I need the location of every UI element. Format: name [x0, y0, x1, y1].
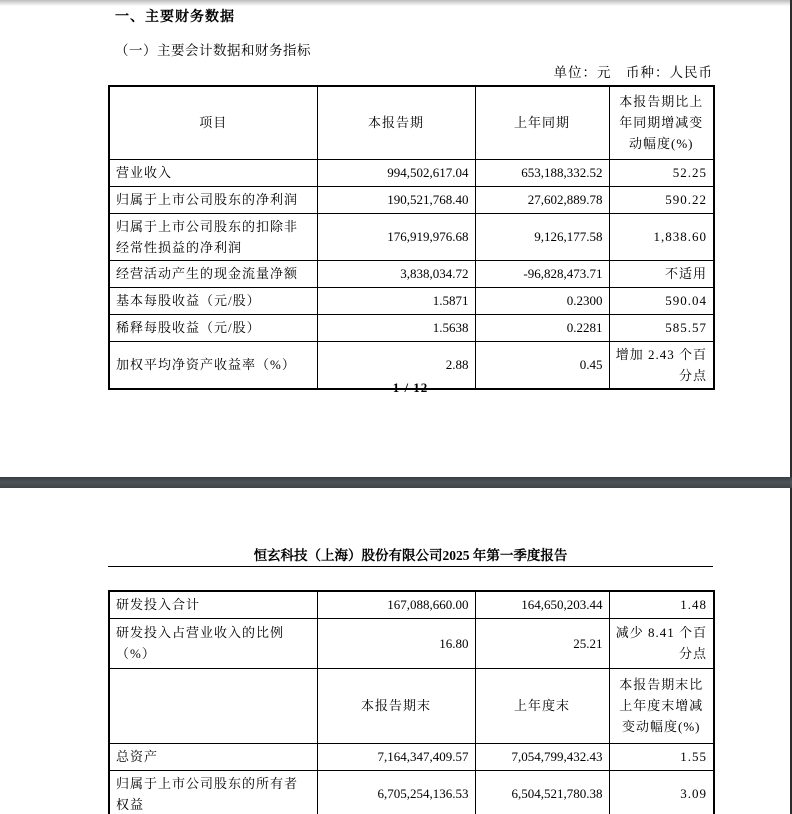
- table-row: [109, 743, 714, 770]
- subsection-heading: （一）主要会计数据和财务指标: [115, 43, 311, 58]
- header-prior-period: 上年同期: [475, 86, 609, 159]
- report-title: 恒玄科技（上海）股份有限公司2025 年第一季度报告: [253, 548, 568, 563]
- table-row: [109, 287, 714, 314]
- item-cell: 加权平均净资产收益率（%）: [109, 341, 317, 389]
- header-item: 项目: [109, 86, 317, 159]
- item-cell: 基本每股收益（元/股）: [109, 287, 317, 314]
- table-row: [109, 591, 714, 618]
- section-heading: 一、主要财务数据: [115, 10, 235, 25]
- title-rule: [108, 566, 713, 567]
- prior-period-cell: 25.21: [475, 618, 609, 668]
- header-change: 本报告期比上年同期增减变动幅度(%): [609, 86, 714, 159]
- change-cell: 1,838.60: [609, 213, 714, 260]
- table-row: [109, 260, 714, 287]
- change-cell: 减少 8.41 个百分点: [609, 618, 714, 668]
- subheader-period-end: 本报告期末: [317, 668, 475, 743]
- current-period-cell: 6,705,254,136.53: [317, 770, 475, 814]
- current-period-cell: 190,521,768.40: [317, 186, 475, 213]
- item-cell: 经营活动产生的现金流量净额: [109, 260, 317, 287]
- current-period-cell: 16.80: [317, 618, 475, 668]
- item-cell: 营业收入: [109, 159, 317, 186]
- item-cell: 稀释每股收益（元/股）: [109, 314, 317, 341]
- key-financials-table: [108, 85, 715, 390]
- current-period-cell: 1.5871: [317, 287, 475, 314]
- item-cell: 归属于上市公司股东的扣除非经常性损益的净利润: [109, 213, 317, 260]
- header-current-period: 本报告期: [317, 86, 475, 159]
- table-row: [109, 314, 714, 341]
- page-number: 1 / 12: [392, 380, 429, 395]
- table-subheader-row: [109, 668, 714, 743]
- table-row: [109, 186, 714, 213]
- item-cell: 研发投入合计: [109, 591, 317, 618]
- table-row: [109, 770, 714, 814]
- table-header-row: [109, 86, 714, 159]
- change-cell: 590.22: [609, 186, 714, 213]
- current-period-cell: 7,164,347,409.57: [317, 743, 475, 770]
- change-cell: 585.57: [609, 314, 714, 341]
- subheader-change: 本报告期末比上年度末增减变动幅度(%): [609, 668, 714, 743]
- change-cell: 52.25: [609, 159, 714, 186]
- change-cell: 不适用: [609, 260, 714, 287]
- table-row: [109, 618, 714, 668]
- prior-period-cell: -96,828,473.71: [475, 260, 609, 287]
- prior-period-cell: 6,504,521,780.38: [475, 770, 609, 814]
- rd-and-balance-table: [108, 590, 715, 814]
- item-cell: 归属于上市公司股东的净利润: [109, 186, 317, 213]
- current-period-cell: 2.88: [317, 341, 475, 389]
- current-period-cell: 994,502,617.04: [317, 159, 475, 186]
- prior-period-cell: 27,602,889.78: [475, 186, 609, 213]
- prior-period-cell: 653,188,332.52: [475, 159, 609, 186]
- change-cell: 1.55: [609, 743, 714, 770]
- change-cell: 1.48: [609, 591, 714, 618]
- subheader-prior-year-end: 上年度末: [475, 668, 609, 743]
- prior-period-cell: 0.2300: [475, 287, 609, 314]
- item-cell: 总资产: [109, 743, 317, 770]
- prior-period-cell: 164,650,203.44: [475, 591, 609, 618]
- item-cell: [109, 668, 317, 743]
- current-period-cell: 1.5638: [317, 314, 475, 341]
- prior-period-cell: 7,054,799,432.43: [475, 743, 609, 770]
- prior-period-cell: 9,126,177.58: [475, 213, 609, 260]
- change-cell: 590.04: [609, 287, 714, 314]
- table-row: [109, 159, 714, 186]
- current-period-cell: 167,088,660.00: [317, 591, 475, 618]
- item-cell: 归属于上市公司股东的所有者权益: [109, 770, 317, 814]
- page-separator-bar: [0, 477, 792, 488]
- current-period-cell: 176,919,976.68: [317, 213, 475, 260]
- item-cell: 研发投入占营业收入的比例（%）: [109, 618, 317, 668]
- current-period-cell: 3,838,034.72: [317, 260, 475, 287]
- change-cell: 3.09: [609, 770, 714, 814]
- change-cell: 增加 2.43 个百分点: [609, 341, 714, 389]
- unit-currency-note: 单位：元 币种：人民币: [553, 65, 713, 80]
- prior-period-cell: 0.45: [475, 341, 609, 389]
- table-row: [109, 213, 714, 260]
- prior-period-cell: 0.2281: [475, 314, 609, 341]
